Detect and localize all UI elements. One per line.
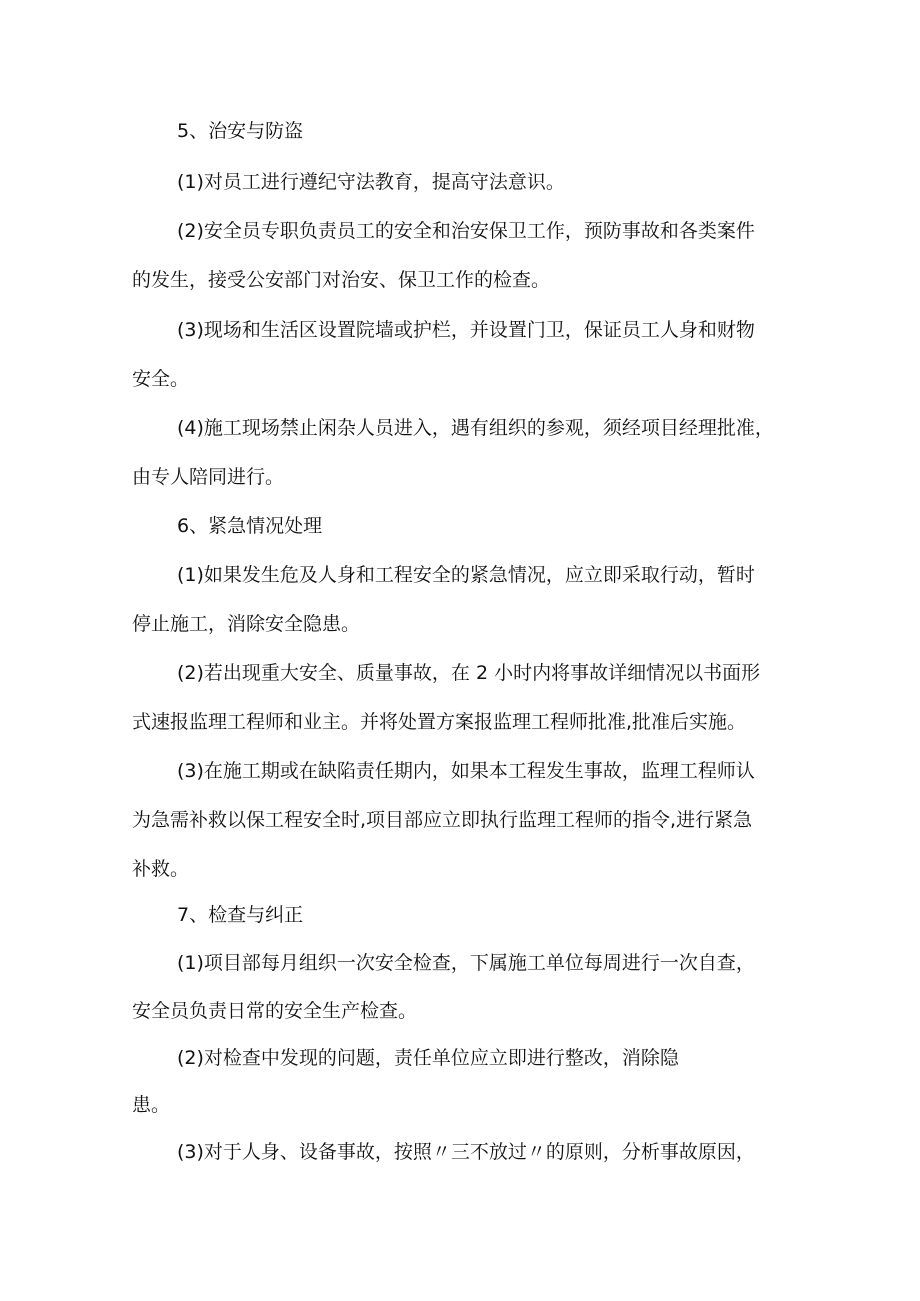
paragraph-line: (2)若出现重大安全、质量事故，在 2 小时内将事故详细情况以书面形 — [177, 662, 761, 684]
section-heading-emergency: 6、紧急情况处理 — [177, 515, 323, 537]
paragraph-line: 的发生，接受公安部门对治安、保卫工作的检查。 — [132, 269, 551, 291]
section-heading-security: 5、治安与防盗 — [177, 120, 304, 142]
paragraph-line: (3)对于人身、设备事故，按照〃三不放过〃的原则，分析事故原因， — [177, 1141, 755, 1163]
paragraph-line: 由专人陪同进行。 — [132, 466, 285, 488]
paragraph-line: 安全员负责日常的安全生产检查。 — [132, 1000, 418, 1022]
paragraph-line: 式速报监理工程师和业主。并将处置方案报监理工程师批准,批准后实施。 — [132, 711, 747, 733]
paragraph-line: (1)项目部每月组织一次安全检查，下属施工单位每周进行一次自查， — [177, 952, 755, 974]
paragraph-line: (3)现场和生活区设置院墙或护栏，并设置门卫，保证员工人身和财物 — [177, 319, 755, 341]
paragraph-line: (4)施工现场禁止闲杂人员进入，遇有组织的参观，须经项目经理批准， — [177, 417, 774, 439]
paragraph-line: (1)对员工进行遵纪守法教育，提高守法意识。 — [177, 171, 565, 193]
paragraph-line: 安全。 — [132, 368, 190, 390]
paragraph-line: (2)安全员专职负责员工的安全和治安保卫工作，预防事故和各类案件 — [177, 220, 755, 242]
paragraph-line: (2)对检查中发现的问题，责任单位应立即进行整改，消除隐 — [177, 1047, 679, 1069]
paragraph-line: 补救。 — [132, 858, 190, 880]
paragraph-line: (3)在施工期或在缺陷责任期内，如果本工程发生事故，监理工程师认 — [177, 760, 755, 782]
paragraph-line: 患。 — [132, 1094, 171, 1116]
paragraph-line: 停止施工，消除安全隐患。 — [132, 613, 361, 635]
paragraph-line: 为急需补救以保工程安全时,项目部应立即执行监理工程师的指令,进行紧急 — [132, 809, 753, 831]
paragraph-line: (1)如果发生危及人身和工程安全的紧急情况，应立即采取行动，暂时 — [177, 564, 755, 586]
section-heading-inspection: 7、检查与纠正 — [177, 904, 304, 926]
